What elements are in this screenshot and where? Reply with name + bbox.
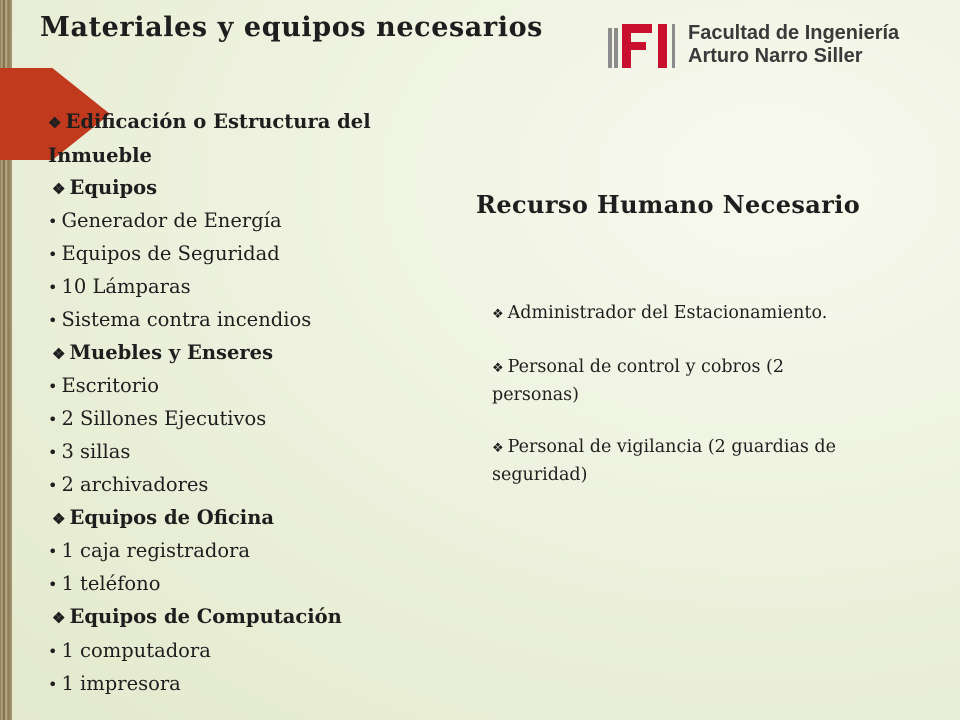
list-item-text: 3 sillas [61,439,131,463]
human-resources-title: Recurso Humano Necesario [476,190,861,219]
list-item [48,668,398,701]
list-heading [48,601,398,635]
list-item [48,304,398,337]
bullet-icon: • [48,575,58,595]
list-item-text: Muebles y Enseres [69,340,274,364]
list-heading [48,106,398,172]
hr-list-item [492,434,852,488]
hr-list-item [492,300,852,328]
list-item [48,469,398,502]
bullet-icon: • [48,542,58,562]
diamond-bullet-icon: ❖ [52,509,66,528]
list-item [48,370,398,403]
list-item-text: 1 caja registradora [61,539,251,563]
diamond-bullet-icon: ❖ [52,179,66,198]
bullet-icon: • [48,245,58,265]
list-item-text: Equipos [69,175,158,199]
hr-item-text: Personal de control y cobros (2 personas) [492,357,784,405]
list-item-text: Generador de Energía [61,209,282,233]
bullet-icon: • [48,212,58,232]
list-item [48,568,398,601]
bullet-icon: • [48,377,58,397]
list-item-text: Equipos de Oficina [69,505,275,529]
bullet-icon: • [48,674,58,694]
list-item [48,535,398,568]
list-item-text: Equipos de Seguridad [61,242,280,266]
list-item-text: 10 Lámparas [61,274,191,298]
human-resources-list [492,300,852,514]
list-item [48,205,398,238]
logo-line-1: Facultad de Ingeniería [688,22,900,44]
list-item [48,436,398,469]
hr-list-item [492,354,852,408]
list-heading [48,172,398,206]
bullet-icon: • [48,277,58,297]
hr-item-text: Personal de vigilancia (2 guardias de seguridad) [492,437,836,485]
diamond-bullet-icon: ❖ [52,608,66,627]
list-item-text: 1 computadora [61,638,211,662]
diamond-bullet-icon: ❖ [492,441,504,456]
list-item-text: Edificación o Estructura del Inmueble [48,110,371,167]
materials-list [48,106,398,700]
slide-title: Materiales y equipos necesarios [40,12,543,43]
list-item-text: Sistema contra incendios [61,307,312,331]
logo-text [688,22,899,68]
bullet-icon: • [48,475,58,495]
diamond-bullet-icon: ❖ [48,114,62,132]
diamond-bullet-icon: ❖ [492,307,504,322]
list-item [48,238,398,271]
hr-item-text: Administrador del Estacionamiento. [507,303,828,323]
bullet-icon: • [48,442,58,462]
list-item [48,635,398,668]
list-item-text: Escritorio [61,374,160,398]
list-item [48,271,398,304]
diamond-bullet-icon: ❖ [492,361,504,376]
bullet-icon: • [48,410,58,430]
diamond-bullet-icon: ❖ [52,344,66,363]
list-item-text: 1 impresora [61,671,181,695]
bullet-icon: • [48,310,58,330]
list-heading [48,337,398,371]
bullet-icon: • [48,641,58,661]
list-item-text: 2 Sillones Ejecutivos [61,407,267,431]
list-heading [48,502,398,536]
list-item-text: 2 archivadores [61,472,209,496]
list-item [48,403,398,436]
fi-logo-icon [608,20,678,72]
list-item-text: 1 teléfono [61,572,161,596]
faculty-logo [608,18,908,74]
list-item-text: Equipos de Computación [69,604,342,628]
logo-line-2: Arturo Narro Siller [688,45,863,67]
